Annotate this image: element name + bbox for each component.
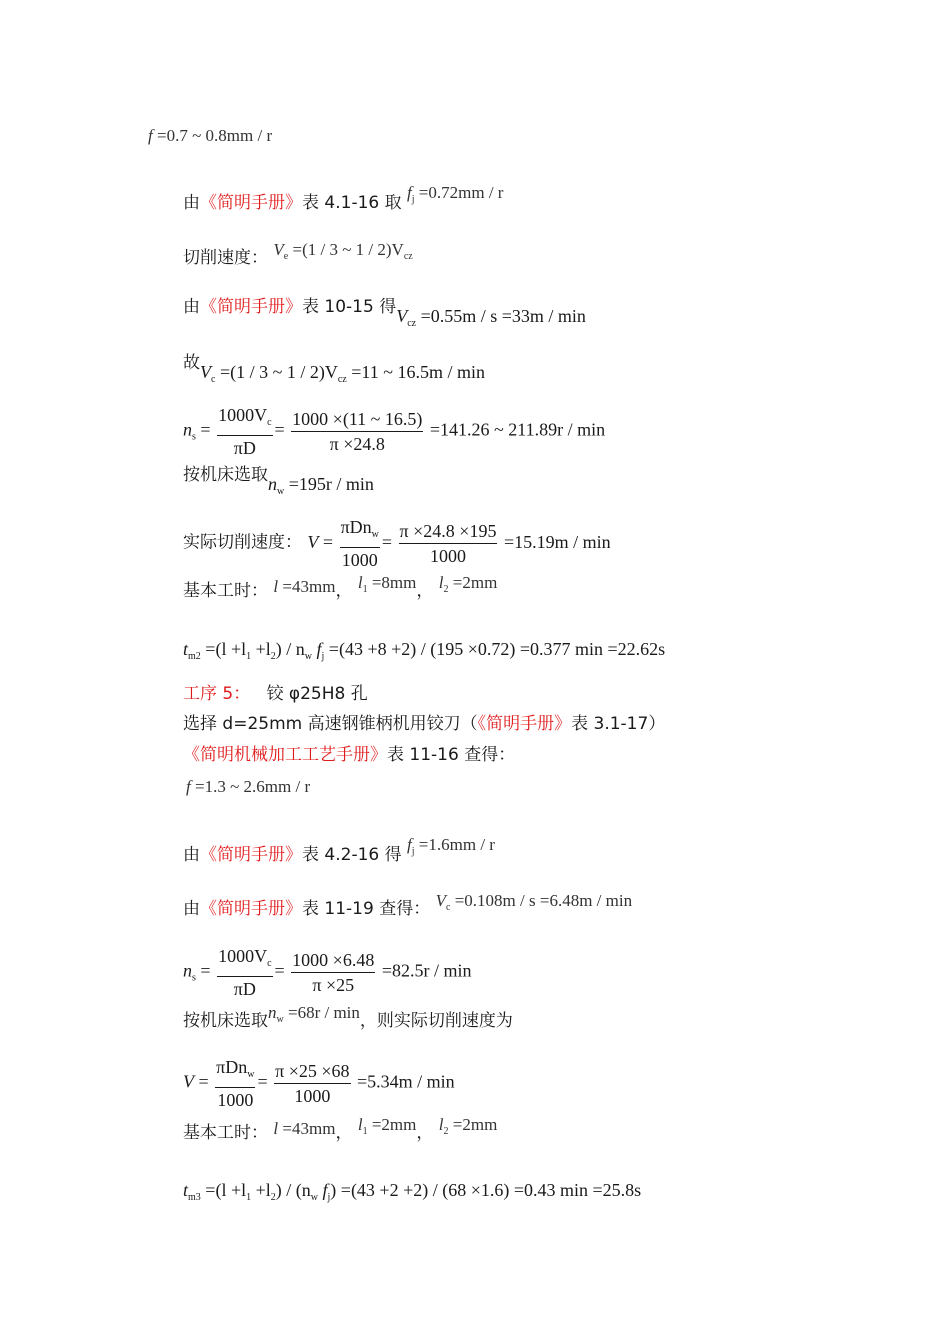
- line-vcz: 由《简明手册》表 10-15 得$V_{cz} =0.55m / s =33m / \min$: [183, 297, 586, 329]
- line-machining-manual: 《简明机械加工工艺手册》表 11-16 查得：: [183, 745, 516, 765]
- process5-heading: 工序 5： 铰 φ25H8 孔: [183, 684, 368, 704]
- line-nw-2: 按机床选取$n_w =68r / \min$，则实际切削速度为: [183, 1003, 513, 1031]
- line-nw-1: 按机床选取$n_w =195r / \min$: [183, 465, 374, 497]
- line-fj: 由《简明手册》表 4.1-16 取 $f_j =0.72mm / r$: [183, 183, 504, 213]
- line-basic-time-1: 基本工时： l =43mm， $l_1 =8mm$， $l_2 =2mm$: [183, 573, 498, 601]
- formula-v-2: V = $\frac{\pi Dn_w}{1000}$ = $\frac{\pi \times 25 \times 68}{1000}$ =5.34m / min: [183, 1057, 455, 1110]
- ref-jianming: 《简明手册》: [200, 193, 302, 213]
- line-cut-speed: 切削速度： $V_e =(1 / 3$ ~ $1 / 2)V_{cz}$: [183, 240, 413, 268]
- formula-f-range: f =0.7 ~ 0.8mm / r: [148, 126, 273, 145]
- formula-ns-1: $n_s$ = $\frac{1000V_c}{\pi D}$ = $\frac{1000 \times(11 \sim 16.5)}{\pi \times 24.8}$ =141.26 ~ 211.89r / min: [183, 405, 606, 458]
- line-fj-2: 由《简明手册》表 4.2-16 得 $f_j =1.6mm / r$: [183, 835, 495, 865]
- line-vc: 故$V_c =(1 / 3$ ~ $1 / 2)V_{cz} =11$ ~ 16.5m / min: [183, 353, 485, 385]
- line-vc-2: 由《简明手册》表 11-19 查得： $V_c =0.108m / s =6.48m / \min$: [183, 891, 633, 919]
- formula-f2-range: f =1.3 ~ 2.6mm / r: [186, 777, 311, 796]
- line-actual-speed-1: 实际切削速度： V = $\frac{\pi Dn_w}{1000}$ = $\frac{\pi \times 24.8 \times 195}{1000}$ =15.19m / min: [183, 517, 611, 570]
- line-select-tool: 选择 d=25mm 高速钢锥柄机用铰刀（《简明手册》表 3.1-17）: [183, 714, 666, 734]
- line-basic-time-2: 基本工时： l =43mm， $l_1 =2mm$， $l_2 =2mm$: [183, 1115, 498, 1143]
- formula-tm2: $t_{m2} =(l +l_1 +l_2) / n_w$ $f_j =(43 +8 +2) / (195 \times 0.72) =0.377$ min =22.62s: [183, 639, 666, 662]
- formula-tm3: $t_{m3} =(l +l_1 +l_2) / (n_w$ $f_j) =(43 +2 +2) / (68 \times 1.6) =0.43$ min =25.8s: [183, 1180, 642, 1203]
- formula-ns-2: $n_s$ = $\frac{1000V_c}{\pi D}$ = $\frac{1000 \times 6.48}{\pi \times 25}$ =82.5r / min: [183, 946, 472, 999]
